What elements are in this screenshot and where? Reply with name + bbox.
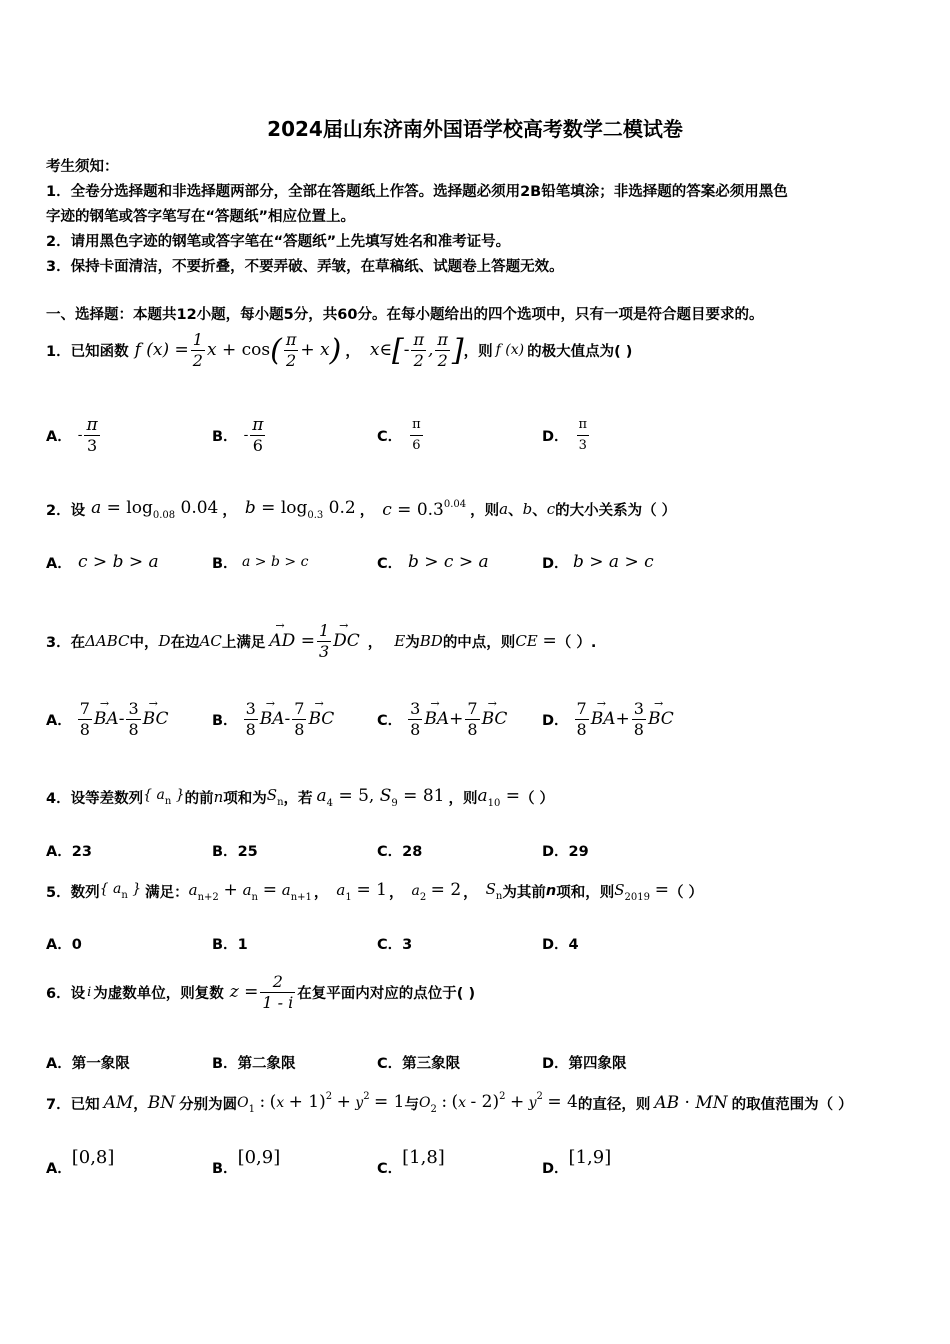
question-4: 4．设等差数列 { $a_n$ } 的前 n 项和为 $S_n$ ，若 $a_4 = 5$, $S_9 = 81$ ，则 $a_{10}$ = （ ）	[46, 785, 555, 809]
q2-option-d[interactable]: D．	[542, 556, 569, 572]
q2-option-c[interactable]: C．	[377, 556, 403, 572]
q1-sep: ，	[345, 343, 360, 360]
q7-dot-product: AB · MN	[654, 1093, 728, 1113]
q3-condition: → AD = $\frac{1}{3}$ → DC	[269, 621, 359, 662]
q1-option-d[interactable]: D． $\frac{\pi}{3}$	[542, 416, 588, 453]
q5-recurrence: $a_{n+2} + a_n = a_{n+1}$	[188, 879, 312, 903]
q3-option-c[interactable]: C． $\frac{3}{8}$ → BA + $\frac{7}{8}$ → BC	[377, 694, 507, 744]
q5-option-c[interactable]: C．3	[377, 937, 413, 953]
q6-option-d[interactable]: D．第四象限	[542, 1056, 627, 1072]
q7-circle-2: $O_2$ : $(x - 2)^2 + y^2 = 4$	[419, 1091, 578, 1115]
q2-b-def: $b = \log_{0.3} 0.2$	[244, 497, 356, 521]
q4-option-c[interactable]: C．28	[377, 844, 423, 860]
section-heading: 一、选择题：本题共12小题，每小题5分，共60分。在每小题给出的四个选项中，只有一项是符合题目要求的。	[46, 307, 764, 323]
notice-item-1: 1．全卷分选择题和非选择题两部分，全部在答题纸上作答。选择题必须用2B铅笔填涂；非选择题的答案必须用黑色	[46, 184, 788, 200]
q2-option-b[interactable]: B．	[212, 556, 238, 572]
q3-options	[46, 694, 766, 744]
q7-options	[46, 1142, 766, 1178]
question-7: 7．已知 AM ， BN 分别为圆 $O_1$ : $(x + 1)^2 + y^2 = 1$ 与 $O_2$ : $(x - 2)^2 + y^2 = 4$ 的直径，则 AB · MN 的取值范围为（ ）	[46, 1091, 853, 1115]
q6-options	[46, 1052, 766, 1074]
q7-option-d[interactable]: D． [1,9]	[542, 1147, 612, 1177]
q1-option-b[interactable]: B． - $\frac{\pi}{6}$	[212, 414, 264, 455]
q2-option-d-expr: b > a > c	[573, 552, 654, 572]
question-6: 6．设 i 为虚数单位，则复数 z = $\frac{2}{1 - i}$ 在复平面内对应的点位于( )	[46, 971, 476, 1012]
q1-then: ，则	[463, 343, 493, 360]
q3-option-a[interactable]: A． $\frac{7}{8}$ → BA - $\frac{3}{8}$ → BC	[46, 694, 168, 744]
q4-seq: { $a_n$ }	[143, 787, 185, 807]
q1-function: f (x) = $\frac{1}{2}$ x + cos( $\frac{\pi}{2}$ + x)	[134, 329, 342, 370]
q2-options	[46, 552, 766, 588]
q6-option-b[interactable]: B．第二象限	[212, 1056, 296, 1072]
q5-option-d[interactable]: D．4	[542, 937, 579, 953]
q1-domain: x∈[- $\frac{\pi}{2}$ , $\frac{\pi}{2}$ ]	[369, 329, 464, 370]
question-1	[46, 327, 632, 373]
q2-option-c-expr: b > c > a	[408, 552, 489, 572]
q2-c-def: $c = 0.3^{0.04}$	[382, 498, 467, 520]
q5-options	[46, 933, 766, 955]
notice-item-1-cont: 字迹的钢笔或答字笔写在“答题纸”相应位置上。	[46, 209, 356, 225]
q7-option-c[interactable]: C． [1,8]	[377, 1147, 445, 1177]
q2-ask: 的大小关系为（ ）	[555, 502, 677, 519]
q3-option-d[interactable]: D． $\frac{7}{8}$ → BA + $\frac{3}{8}$ → BC	[542, 694, 674, 744]
q1-option-c[interactable]: C． $\frac{\pi}{6}$	[377, 416, 421, 453]
q4-options	[46, 840, 766, 862]
notice-heading: 考生须知：	[46, 159, 119, 175]
q4-option-d[interactable]: D．29	[542, 844, 589, 860]
q2-option-a[interactable]: A．	[46, 556, 72, 572]
q2-option-a-expr: c > b > a	[78, 552, 159, 572]
q1-fx: f (x)	[495, 342, 525, 358]
q1-prefix: 1．已知函数	[46, 343, 129, 360]
notice-item-2: 2．请用黑色字迹的钢笔或答字笔在“答题纸”上先填写姓名和准考证号。	[46, 234, 511, 250]
page-title: 2024届山东济南外国语学校高考数学二模试卷	[267, 117, 683, 141]
q4-option-a[interactable]: A．23	[46, 844, 92, 860]
q6-option-a[interactable]: A．第一象限	[46, 1056, 130, 1072]
q6-complex: z = $\frac{2}{1 - i}$	[229, 971, 294, 1012]
q1-options	[46, 413, 766, 457]
q2-a-def: $a = \log_{0.08} 0.04$	[91, 497, 219, 521]
q2-option-b-expr: a > b > c	[242, 554, 309, 570]
q7-option-a[interactable]: A． [0,8]	[46, 1147, 115, 1177]
q4-condition: $a_4 = 5$, $S_9 = 81$	[316, 785, 445, 809]
notice-item-3: 3．保持卡面清洁，不要折叠，不要弄破、弄皱，在草稿纸、试题卷上答题无效。	[46, 259, 564, 275]
q1-option-a[interactable]: A． - $\frac{\pi}{3}$	[46, 414, 98, 455]
q4-option-b[interactable]: B．25	[212, 844, 258, 860]
question-3: 3．在 ΔABC 中， D 在边 AC 上满足 → AD = $\frac{1}{3}$ → DC ， E 为 BD 的中点，则 CE = （ ）.	[46, 615, 596, 667]
question-2: 2．设 $a = \log_{0.08} 0.04$ ， $b = \log_{0.3} 0.2$ ， $c = 0.3^{0.04}$ ，则 a 、 b 、 c 的大小关系为（ ）	[46, 497, 677, 521]
q5-option-b[interactable]: B．1	[212, 937, 248, 953]
question-5: 5．数列 { $a_n$ } 满足： $a_{n+2} + a_n = a_{n+1}$ ， $a_1 = 1$ ， $a_2 = 2$ ， $S_n$ 为其前 n 项和，则 $S_{2019}$ = （ ）	[46, 879, 704, 903]
q3-option-b[interactable]: B． $\frac{3}{8}$ → BA - $\frac{7}{8}$ → BC	[212, 694, 334, 744]
q7-circle-1: $O_1$ : $(x + 1)^2 + y^2 = 1$	[237, 1091, 405, 1115]
q1-ask: 的极大值点为( )	[527, 343, 633, 360]
q7-option-b[interactable]: B． [0,9]	[212, 1147, 281, 1177]
q2-vars: a	[499, 500, 509, 518]
q6-option-c[interactable]: C．第三象限	[377, 1056, 461, 1072]
q5-option-a[interactable]: A．0	[46, 937, 82, 953]
q5-seq: { $a_n$ }	[99, 881, 142, 901]
q3-triangle: ΔABC	[85, 632, 130, 650]
q2-prefix: 2．设	[46, 502, 86, 519]
